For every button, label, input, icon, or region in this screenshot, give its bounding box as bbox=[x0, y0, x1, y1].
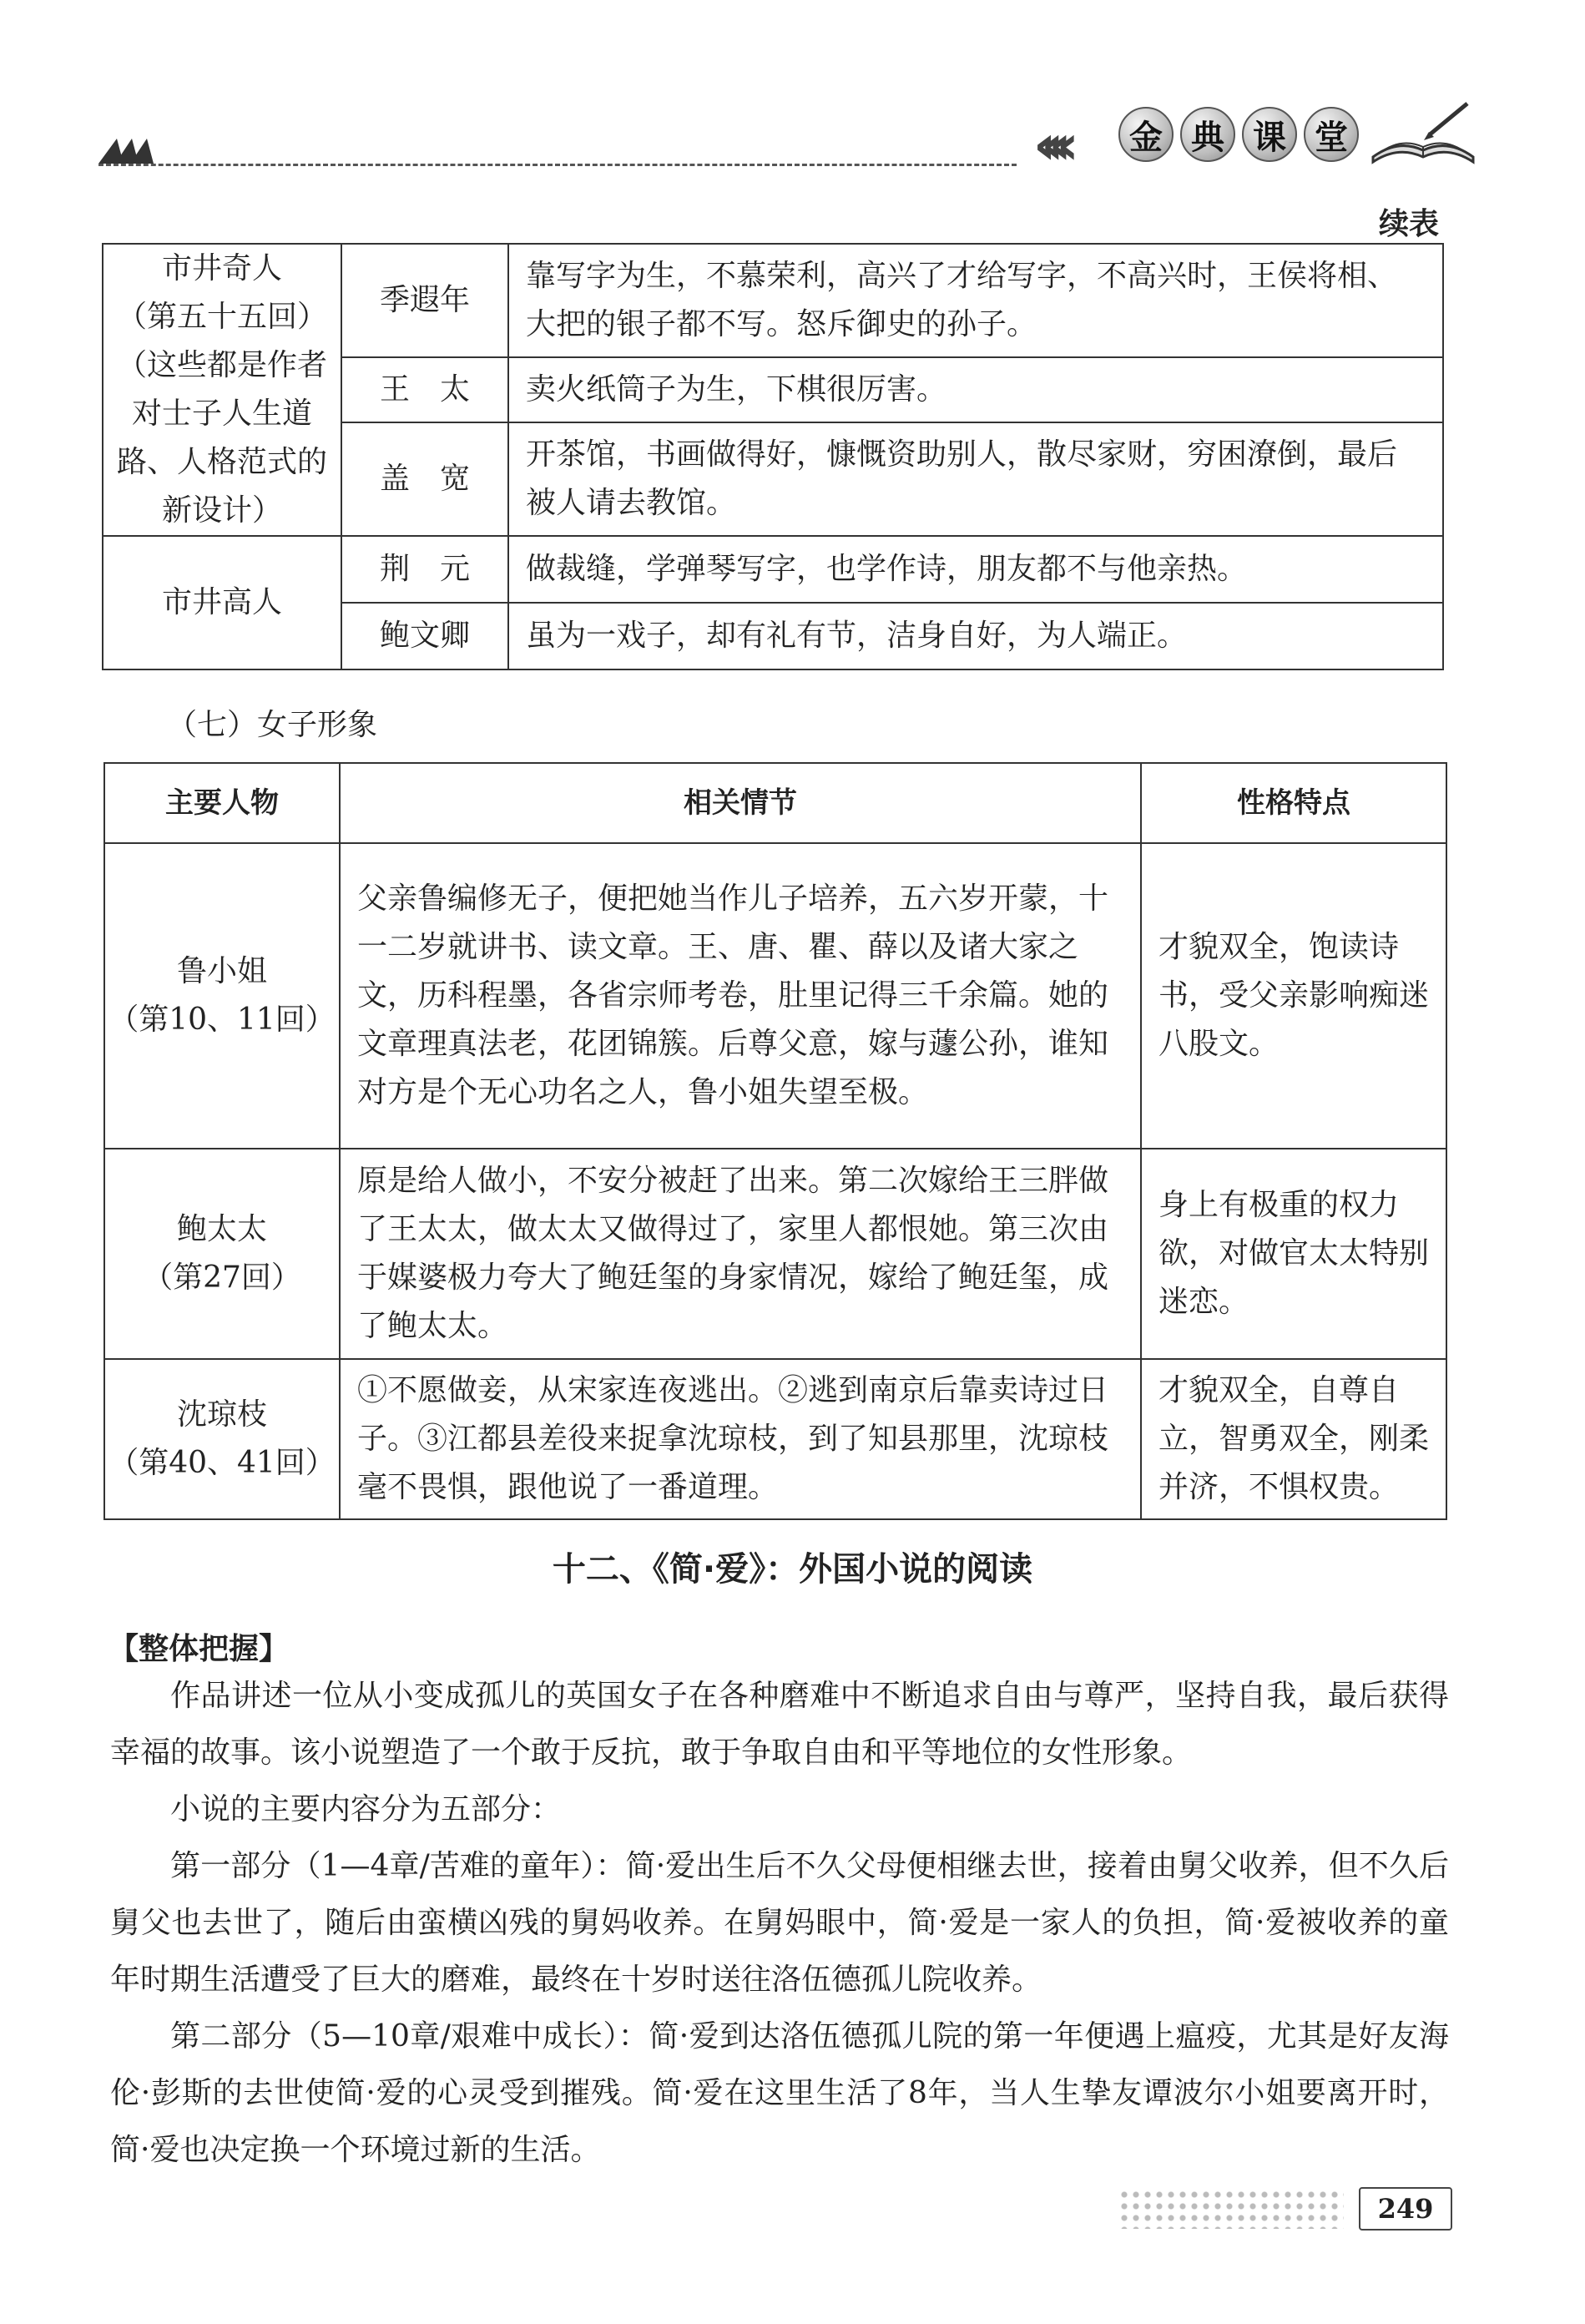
female-characters-table bbox=[103, 762, 1447, 1520]
column-header: 主要人物 bbox=[104, 763, 340, 843]
trait-cell: 身上有极重的权力欲，对做官太太特别迷恋。 bbox=[1141, 1149, 1446, 1359]
table-row bbox=[104, 843, 1446, 1149]
characters-table-continued bbox=[102, 243, 1444, 670]
character-name: 王 太 bbox=[341, 357, 508, 422]
character-name: 季遐年 bbox=[341, 244, 508, 357]
category-cell: 市井高人 bbox=[103, 536, 341, 669]
table-row bbox=[103, 244, 1443, 357]
page-number: 249 bbox=[1359, 2187, 1452, 2231]
character-name: 鲍太太 bbox=[176, 1212, 267, 1246]
trait-cell: 才貌双全，自尊自立，智勇双全，刚柔并济，不惧权贵。 bbox=[1141, 1359, 1446, 1519]
brand-char: 课 bbox=[1242, 107, 1297, 162]
overview-label: 【整体把握】 bbox=[109, 1632, 290, 1666]
brand-char: 典 bbox=[1180, 107, 1235, 162]
character-name: 荆 元 bbox=[341, 536, 508, 603]
paragraph: 第二部分（5—10章/艰难中成长）：简·爱到达洛伍德孤儿院的第一年便遇上瘟疫，尤其是好友海伦·彭斯的去世使简·爱的心灵受到摧残。简·爱在这里生活了8年，当人生挚友谭波尔小姐要离开时，简·爱也决定换一个环境过新的生活。 bbox=[110, 2019, 1449, 2167]
section-title: （七）女子形象 bbox=[167, 708, 378, 742]
character-cell bbox=[104, 1359, 340, 1519]
header-triangles-icon bbox=[98, 132, 157, 165]
brand-char: 金 bbox=[1118, 107, 1174, 162]
trait-cell: 才貌双全，饱读诗书，受父亲影响痴迷八股文。 bbox=[1141, 843, 1446, 1149]
plot-cell: ①不愿做妾，从宋家连夜逃出。②逃到南京后靠卖诗过日子。③江都县差役来捉拿沈琼枝，到了知县那里，沈琼枝毫不畏惧，跟他说了一番道理。 bbox=[340, 1359, 1141, 1519]
footer-dots-decoration bbox=[1118, 2189, 1344, 2229]
header-chevrons-icon: ‹‹‹‹ bbox=[1033, 113, 1064, 177]
character-name: 沈琼枝 bbox=[176, 1397, 267, 1432]
character-desc: 卖火纸筒子为生，下棋很厉害。 bbox=[508, 357, 1443, 422]
paragraph: 第一部分（1—4章/苦难的童年）：简·爱出生后不久父母便相继去世，接着由舅父收养，但不久后舅父也去世了，随后由蛮横凶残的舅妈收养。在舅妈眼中，简·爱是一家人的负担，简·爱被收养的童年时期生活遭受了巨大的磨难，最终在十岁时送往洛伍德孤儿院收养。 bbox=[110, 1849, 1449, 1997]
plot-cell: 父亲鲁编修无子，便把她当作儿子培养，五六岁开蒙，十一二岁就讲书、读文章。王、唐、瞿、薛以及诸大家之文，历科程墨，各省宗师考卷，肚里记得三千余篇。她的文章理真法老，花团锦簇。后尊父意，嫁与蘧公孙，谁知对方是个无心功名之人，鲁小姐失望至极。 bbox=[340, 843, 1141, 1149]
table-header-row bbox=[104, 763, 1446, 843]
character-cell bbox=[104, 1149, 340, 1359]
brand-logo bbox=[1118, 107, 1359, 162]
book-pen-icon bbox=[1369, 99, 1477, 165]
character-desc: 虽为一戏子，却有礼有节，洁身自好，为人端正。 bbox=[508, 603, 1443, 669]
continued-label: 续表 bbox=[1379, 207, 1440, 241]
character-desc: 开茶馆，书画做得好，慷慨资助别人，散尽家财，穷困潦倒，最后被人请去教馆。 bbox=[508, 422, 1443, 536]
paragraph: 小说的主要内容分为五部分： bbox=[170, 1792, 562, 1826]
body-text bbox=[110, 1668, 1449, 2179]
character-chapter: （第27回） bbox=[143, 1261, 301, 1295]
table-row bbox=[104, 1149, 1446, 1359]
character-desc: 靠写字为生，不慕荣利，高兴了才给写字，不高兴时，王侯将相、大把的银子都不写。怒斥御史的孙子。 bbox=[508, 244, 1443, 357]
column-header: 性格特点 bbox=[1141, 763, 1446, 843]
table-row bbox=[103, 536, 1443, 603]
character-name: 鲍文卿 bbox=[341, 603, 508, 669]
header-dashed-rule bbox=[98, 164, 1017, 166]
brand-char: 堂 bbox=[1304, 107, 1359, 162]
plot-cell: 原是给人做小，不安分被赶了出来。第二次嫁给王三胖做了王太太，做太太又做得过了，家里人都恨她。第三次由于媒婆极力夸大了鲍廷玺的身家情况，嫁给了鲍廷玺，成了鲍太太。 bbox=[340, 1149, 1141, 1359]
category-cell: 市井奇人 （第五十五回） （这些都是作者对士子人生道路、人格范式的新设计） bbox=[103, 244, 341, 536]
character-desc: 做裁缝，学弹琴写字，也学作诗，朋友都不与他亲热。 bbox=[508, 536, 1443, 603]
table-row bbox=[104, 1359, 1446, 1519]
paragraph: 作品讲述一位从小变成孤儿的英国女子在各种磨难中不断追求自由与尊严，坚持自我，最后获得幸福的故事。该小说塑造了一个敢于反抗，敢于争取自由和平等地位的女性形象。 bbox=[110, 1679, 1449, 1770]
section-heading: 十二、《简·爱》：外国小说的阅读 bbox=[552, 1550, 1033, 1589]
character-chapter: （第10、11回） bbox=[109, 1003, 336, 1037]
character-name: 盖 宽 bbox=[341, 422, 508, 536]
character-name: 鲁小姐 bbox=[176, 954, 267, 988]
column-header: 相关情节 bbox=[340, 763, 1141, 843]
character-cell bbox=[104, 843, 340, 1149]
character-chapter: （第40、41回） bbox=[109, 1446, 336, 1480]
